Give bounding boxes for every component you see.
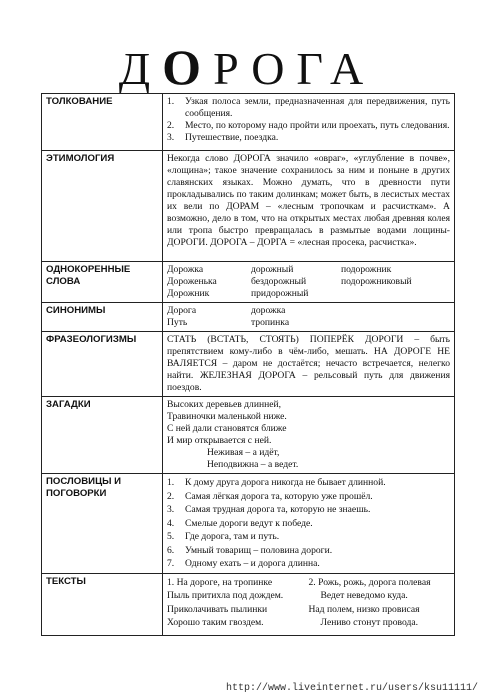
list-item: 3. Путешествие, поездка. xyxy=(167,132,279,143)
row-content xyxy=(163,474,455,574)
riddle-line: Неподвижна – а ведет. xyxy=(207,459,299,470)
riddle-line: Неживая – а идёт, xyxy=(207,447,280,458)
title-letter: Д xyxy=(118,43,163,94)
row-content: СТАТЬ (ВСТАТЬ, СТОЯТЬ) ПОПЕРЁК ДОРОГИ – быть препятствием кому-либо в чём-либо, мешать. НА ДОРОГЕ НЕ ВАЛЯЕТСЯ – даром не достаётся; нечасто встречается, нелегко найти. ЖЕЛЕЗНАЯ ДОРОГА – рельсовый путь для движения поездов. xyxy=(163,332,455,397)
list-item: 4. Смелые дороги ведут к победе. xyxy=(167,517,313,529)
row-content xyxy=(163,397,455,474)
row-sinonimy xyxy=(42,303,455,332)
row-label: ТОЛКОВАНИЕ xyxy=(42,94,163,151)
title-rest: РОГА xyxy=(213,43,376,94)
row-odnokorennye xyxy=(42,262,455,303)
row-label: ФРАЗЕОЛОГИЗМЫ xyxy=(42,332,163,397)
page-title xyxy=(0,39,494,95)
list-item: 1. Узкая полоса земли, предназначенная для передвижения, путь сообщения. xyxy=(167,96,450,119)
word: придорожный xyxy=(251,288,309,299)
word: Дорожник xyxy=(167,288,210,299)
row-label: ТЕКСТЫ xyxy=(42,573,163,635)
row-content xyxy=(163,94,455,151)
word-card-table xyxy=(41,93,455,636)
row-content xyxy=(163,262,455,303)
list-item: 6. Умный товарищ – половина дороги. xyxy=(167,544,333,556)
word: дорожный xyxy=(251,264,294,275)
list-item: 5. Где дорога, там и путь. xyxy=(167,531,280,542)
word: Дорожка xyxy=(167,264,204,275)
poem-left: 1. На дороге, на тропинке Пыль притихла под дождем. Приколачивать пылинки Хорошо таким гвоздем. xyxy=(167,576,284,628)
list-item: 3. Самая трудная дорога та, которую не знаешь. xyxy=(167,504,371,515)
word: тропинка xyxy=(251,317,290,328)
list-item: 1. К дому друга дорога никогда не бывает длинной. xyxy=(167,477,386,488)
title-letter-bold: О xyxy=(162,39,214,95)
row-label: ЭТИМОЛОГИЯ xyxy=(42,151,163,262)
row-label: ОДНОКОРЕННЫЕ СЛОВА xyxy=(42,262,163,303)
row-content xyxy=(163,303,455,332)
list-item: 2. Место, по которому надо пройти или проехать, путь следования. xyxy=(167,120,450,131)
poem-right: 2. Рожь, рожь, дорога полевая Ведет неведомо куда. Над полем, низко провисая Лениво стонут провода. xyxy=(308,576,431,628)
row-frazeologizmy xyxy=(42,332,455,397)
riddle-line: И мир открывается с ней. xyxy=(167,435,272,446)
word: подорожник xyxy=(341,264,392,275)
word: Дорога xyxy=(167,305,197,316)
list-item: 7. Одному ехать – и дорога длинна. xyxy=(167,558,320,569)
word: бездорожный xyxy=(251,276,307,287)
row-label: ЗАГАДКИ xyxy=(42,397,163,474)
row-tolkovanie xyxy=(42,94,455,151)
row-label: ПОСЛОВИЦЫ И ПОГОВОРКИ xyxy=(42,474,163,574)
row-label: СИНОНИМЫ xyxy=(42,303,163,332)
word: подорожниковый xyxy=(341,276,412,287)
riddle-line: Травиночки маленькой ниже. xyxy=(167,411,287,422)
riddle-line: Высоких деревьев длинней, xyxy=(167,399,282,410)
word: Дороженька xyxy=(167,276,217,287)
row-etimologiya xyxy=(42,151,455,262)
word: Путь xyxy=(167,317,188,328)
row-zagadki xyxy=(42,397,455,474)
list-item: 2. Самая лёгкая дорога та, которую уже прошёл. xyxy=(167,490,373,502)
riddle-line: С ней дали становятся ближе xyxy=(167,423,287,434)
watermark-url: http://www.liveinternet.ru/users/ksu11111/ xyxy=(226,683,479,694)
row-teksty xyxy=(42,573,455,635)
word xyxy=(341,288,450,300)
row-content xyxy=(163,573,455,635)
row-poslovitsy xyxy=(42,474,455,574)
row-content: Некогда слово ДОРОГА значило «овраг», «углубление в почве», «лощина»; такое значение сохранилось за ним и поныне в других славянских языках. Можно думать, что в древности пути прокладывались по таким долинкам; может быть, в лесистых местах их вели по ДОРАМ – «лесным тропочкам и расчисткам». А возможно, дело в том, что на открытых местах любая древняя колея или тропа быстро превращалась в размытые водами лощины- ДОРОГИ. ДОРОГА – ДОРГА = «лесная просека, расчистка». xyxy=(163,151,455,262)
word: дорожка xyxy=(251,305,286,316)
